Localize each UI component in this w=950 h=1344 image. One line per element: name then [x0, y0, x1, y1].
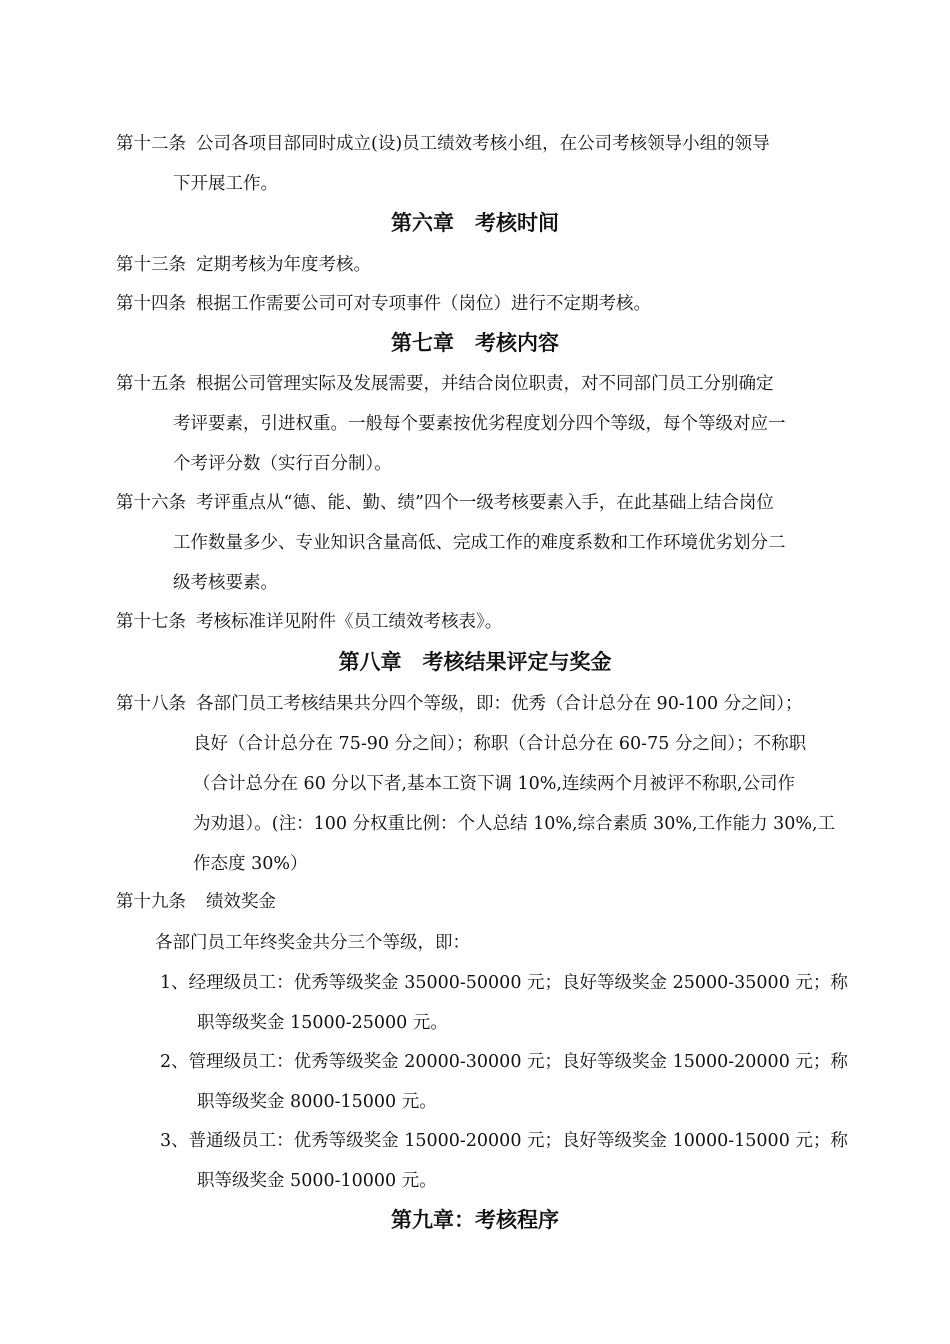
article-13 [116, 253, 371, 277]
chapter-6-heading: 第六章 考核时间 [391, 210, 559, 235]
article-title: 绩效奖金 [206, 892, 276, 912]
article-18-line-4: 为劝退）。(注：100 分权重比例：个人总结 10%,综合素质 30%,工作能力 30%,工 [193, 814, 836, 834]
bonus-item-general: 3、普通级员工：优秀等级奖金 15000-20000 元；良好等级奖金 10000-15000 元；称 [160, 1131, 848, 1151]
chapter-9-heading: 第九章：考核程序 [391, 1207, 559, 1232]
article-text: 根据工作需要公司可对专项事件（岗位）进行不定期考核。 [196, 294, 651, 314]
chapter-8-heading: 第八章 考核结果评定与奖金 [338, 649, 612, 674]
article-15-line-3: 个考评分数（实行百分制）。 [173, 454, 392, 474]
chapter-7-heading: 第七章 考核内容 [391, 330, 559, 355]
article-18-line-3: （合计总分在 60 分以下者,基本工资下调 10%,连续两个月被评不称职,公司作 [193, 774, 796, 794]
article-12 [116, 132, 770, 156]
article-label: 第十三条 [116, 255, 186, 275]
article-label: 第十六条 [116, 493, 186, 513]
article-17 [116, 610, 502, 634]
article-label: 第十二条 [116, 134, 186, 154]
article-16 [116, 491, 774, 515]
article-18-line-2: 良好（合计总分在 75-90 分之间）；称职（合计总分在 60-75 分之间）；不称职 [193, 734, 807, 754]
article-label: 第十五条 [116, 374, 186, 394]
article-12-continued: 下开展工作。 [173, 174, 278, 194]
bonus-intro: 各部门员工年终奖金共分三个等级，即： [155, 933, 470, 953]
bonus-item-general-continued: 职等级奖金 5000-10000 元。 [197, 1171, 437, 1191]
bonus-item-manager-continued: 职等级奖金 15000-25000 元。 [197, 1013, 448, 1033]
article-15-line-2: 考评要素，引进权重。一般每个要素按优劣程度划分四个等级，每个等级对应一 [173, 414, 786, 434]
article-label: 第十八条 [116, 694, 186, 714]
article-19 [116, 890, 276, 914]
article-text: 公司各项目部同时成立(设)员工绩效考核小组，在公司考核领导小组的领导 [196, 134, 770, 154]
article-label: 第十四条 [116, 294, 186, 314]
bonus-item-management: 2、管理级员工：优秀等级奖金 20000-30000 元；良好等级奖金 15000-20000 元；称 [160, 1052, 848, 1072]
article-text: 考核标准详见附件《员工绩效考核表》。 [196, 612, 503, 632]
article-16-line-3: 级考核要素。 [173, 573, 278, 593]
article-text: 定期考核为年度考核。 [196, 255, 371, 275]
article-label: 第十七条 [116, 612, 186, 632]
article-14 [116, 292, 651, 316]
bonus-item-manager: 1、经理级员工：优秀等级奖金 35000-50000 元；良好等级奖金 25000-35000 元；称 [160, 973, 848, 993]
article-label: 第十九条 [116, 892, 186, 912]
article-18 [116, 692, 802, 716]
article-16-line-2: 工作数量多少、专业知识含量高低、完成工作的难度系数和工作环境优劣划分二 [173, 533, 786, 553]
article-text: 各部门员工考核结果共分四个等级，即：优秀（合计总分在 90-100 分之间）； [196, 694, 803, 714]
bonus-item-management-continued: 职等级奖金 8000-15000 元。 [197, 1092, 437, 1112]
article-text: 根据公司管理实际及发展需要，并结合岗位职责，对不同部门员工分别确定 [196, 374, 774, 394]
article-18-line-5: 作态度 30%） [193, 854, 308, 874]
article-text: 考评重点从“德、能、勤、绩”四个一级考核要素入手，在此基础上结合岗位 [196, 493, 774, 513]
article-15 [116, 372, 774, 396]
